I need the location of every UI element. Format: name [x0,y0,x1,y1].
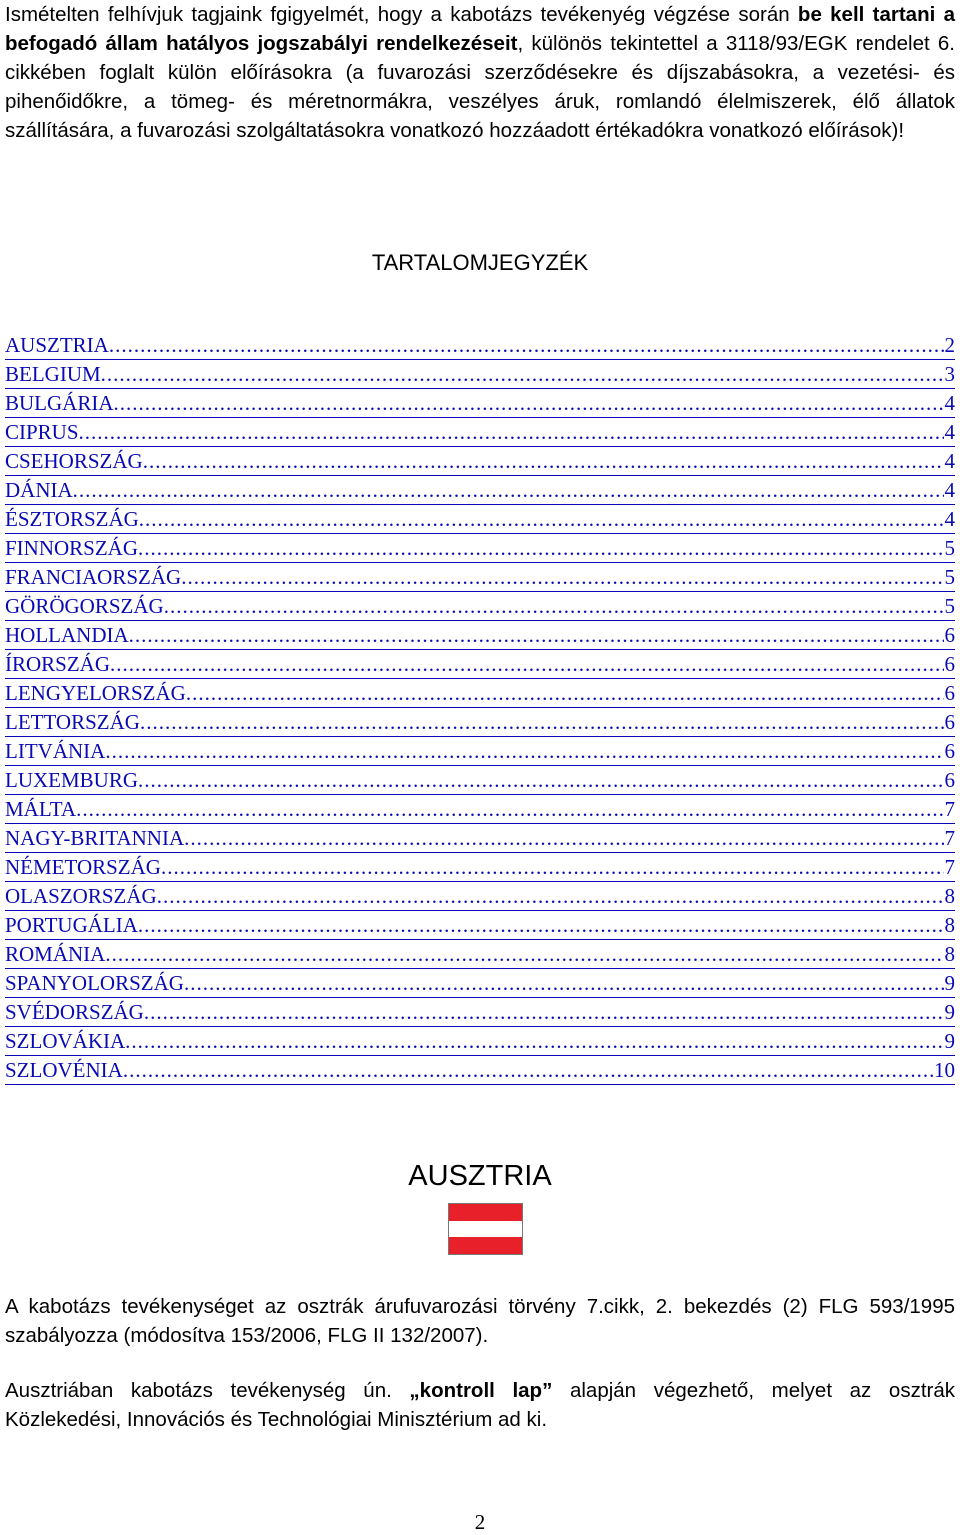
toc-link[interactable] [5,940,955,969]
toc-entry-name: SVÉDORSZÁG [5,1000,144,1024]
toc-link[interactable] [5,563,955,592]
toc-entry-page: 4 [944,507,955,531]
toc-entry-name: PORTUGÁLIA [5,913,138,937]
flag-stripe-middle [449,1221,522,1238]
toc-entry-page: 8 [944,913,955,937]
toc-entry-name: ÍRORSZÁG [5,652,111,676]
toc-entry-name: BELGIUM [5,362,101,386]
toc-link[interactable] [5,766,955,795]
toc-leader-dots [184,969,944,998]
toc-entry-page: 10 [934,1058,955,1082]
toc-leader-dots [161,853,944,882]
toc-link[interactable] [5,650,955,679]
section-title-ausztria: AUSZTRIA [408,1160,552,1192]
toc-leader-dots [123,1056,933,1085]
toc-entry-name: ROMÁNIA [5,942,106,966]
toc-entry [5,940,955,969]
toc-link[interactable] [5,679,955,708]
para2-text-part1: Ausztriában kabotázs tevékenység ún. [5,1379,410,1402]
toc-entry-page: 7 [944,797,955,821]
toc-entry-name: LUXEMBURG [5,768,139,792]
toc-entry [5,853,955,882]
toc-leader-dots [186,679,944,708]
toc-leader-dots [181,563,943,592]
toc-entry-page: 4 [944,449,955,473]
toc-entry-page: 4 [944,391,955,415]
toc-entry-page: 7 [944,826,955,850]
toc-entry-page: 7 [944,855,955,879]
toc-entry [5,476,955,505]
toc-leader-dots [138,766,943,795]
toc-entry-name: LENGYELORSZÁG [5,681,186,705]
toc-leader-dots [101,360,944,389]
intro-text-part1: Ismételten felhívjuk tagjaink fgigyelmét, hogy a kabotázs tevékenyég végzése során [5,3,798,26]
toc-leader-dots [138,911,944,940]
toc-link[interactable] [5,737,955,766]
toc-entry [5,1027,955,1056]
toc-entry-page: 9 [944,971,955,995]
toc-entry-name: LITVÁNIA [5,739,106,763]
toc-entry-page: 8 [944,942,955,966]
toc-link[interactable] [5,505,955,534]
toc-leader-dots [105,940,943,969]
toc-link[interactable] [5,592,955,621]
document-page [5,0,955,1534]
section-paragraph-1: A kabotázs tevékenységet az osztrák árufuvarozási törvény 7.cikk, 2. bekezdés (2) FLG 593/1995 szabályozza (módosítva 153/2006, FLG II 132/2007). [5,1295,955,1347]
para2-text-part2: alapján végezhető, melyet az osztrák Közlekedési, Innovációs és Technológiai Minisztérium ad ki. [5,1379,955,1431]
toc-entry-name: MÁLTA [5,797,77,821]
toc-leader-dots [110,650,943,679]
toc-entry [5,766,955,795]
toc-entry-name: DÁNIA [5,478,73,502]
toc-leader-dots [114,389,944,418]
toc-entry [5,998,955,1027]
toc-link[interactable] [5,853,955,882]
toc-entry-name: NÉMETORSZÁG [5,855,161,879]
toc-entry [5,795,955,824]
toc-entry [5,882,955,911]
toc-entry-page: 6 [944,710,955,734]
toc-entry-page: 6 [944,623,955,647]
toc-entry-name: SPANYOLORSZÁG [5,971,184,995]
toc-entry [5,1056,955,1085]
toc-leader-dots [157,882,944,911]
flag-stripe-bottom [449,1237,522,1254]
para2-bold-text: „kontroll lap” [409,1379,553,1402]
toc-link[interactable] [5,1056,955,1085]
toc-entry-page: 9 [944,1000,955,1024]
toc-link[interactable] [5,998,955,1027]
toc-leader-dots [105,737,943,766]
toc-entry-page: 2 [944,333,955,357]
toc-entry [5,331,955,360]
page-number: 2 [474,1510,486,1534]
toc-leader-dots [138,534,943,563]
toc-link[interactable] [5,911,955,940]
section-paragraph-2 [5,1376,955,1434]
toc-link[interactable] [5,1027,955,1056]
toc-leader-dots [143,447,944,476]
toc-entry-name: FRANCIAORSZÁG [5,565,182,589]
toc-entry-page: 4 [944,420,955,444]
toc-entry-page: 5 [944,594,955,618]
toc-entry-page: 4 [944,478,955,502]
toc-leader-dots [125,1027,943,1056]
flag-stripe-top [449,1204,522,1221]
toc-leader-dots [139,505,944,534]
toc-entry [5,505,955,534]
toc-entry-name: CIPRUS [5,420,79,444]
toc-leader-dots [184,824,943,853]
toc-entry-name: NAGY-BRITANNIA [5,826,185,850]
toc-leader-dots [129,621,944,650]
toc-leader-dots [79,418,944,447]
toc-link[interactable] [5,360,955,389]
toc-leader-dots [164,592,944,621]
toc-entry-page: 6 [944,739,955,763]
toc-entry [5,563,955,592]
toc-entry [5,969,955,998]
toc-entry-page: 5 [944,536,955,560]
toc-link[interactable] [5,418,955,447]
toc-entry-page: 8 [944,884,955,908]
austria-flag-icon [448,1203,523,1255]
toc-leader-dots [144,998,944,1027]
toc-entry-name: OLASZORSZÁG [5,884,157,908]
toc-link[interactable] [5,534,955,563]
toc-entry-name: FINNORSZÁG [5,536,139,560]
toc-entry-name: LETTORSZÁG [5,710,140,734]
toc-link[interactable] [5,389,955,418]
toc-entry [5,418,955,447]
toc-entry-name: BULGÁRIA [5,391,114,415]
toc-entry [5,621,955,650]
toc-entry-page: 6 [944,681,955,705]
toc-entry-page: 6 [944,652,955,676]
toc-entry [5,679,955,708]
toc-entry-page: 5 [944,565,955,589]
intro-bold-text: be kell tartani a befogadó állam hatályos jogszabályi rendelkezéseit [5,3,955,55]
intro-text-part2: , különös tekintettel a 3118/93/EGK rendelet 6. cikkében foglalt külön előírásokra (a fuvarozási szerződésekre és díjszabásokra, a vezetési- és pihenőidőkre, a tömeg- és méretnormákra, veszélyes áruk, romlandó élelmiszerek, élő állatok szállítására, a fuvarozási szolgáltatásokra vonatkozó hozzáadott értékadókra vonatkozó előírások)! [5,32,955,142]
toc-leader-dots [109,331,944,360]
toc-entry-name: HOLLANDIA [5,623,129,647]
toc-link[interactable] [5,331,955,360]
toc-entry-name: CSEHORSZÁG [5,449,143,473]
toc-link[interactable] [5,476,955,505]
toc-link[interactable] [5,882,955,911]
toc-entry [5,737,955,766]
toc-entry-page: 9 [944,1029,955,1053]
toc-link[interactable] [5,621,955,650]
toc-entry [5,360,955,389]
toc-leader-dots [76,795,943,824]
toc-title: TARTALOMJEGYZÉK [371,250,589,275]
toc-entry-name: SZLOVÉNIA [5,1058,123,1082]
toc-entry-page: 6 [944,768,955,792]
toc-entry-name: AUSZTRIA [5,333,109,357]
toc-entry-page: 3 [944,362,955,386]
toc-link[interactable] [5,708,955,737]
toc-leader-dots [140,708,944,737]
toc-entry [5,911,955,940]
toc-link[interactable] [5,795,955,824]
toc-entry [5,824,955,853]
toc-entry [5,447,955,476]
toc-entry [5,592,955,621]
toc-link[interactable] [5,447,955,476]
table-of-contents [5,331,955,1085]
toc-entry [5,650,955,679]
toc-entry [5,534,955,563]
toc-entry-name: SZLOVÁKIA [5,1029,126,1053]
toc-entry-name: GÖRÖGORSZÁG [5,594,164,618]
toc-entry [5,708,955,737]
toc-entry-name: ÉSZTORSZÁG [5,507,139,531]
toc-link[interactable] [5,969,955,998]
toc-entry [5,389,955,418]
intro-paragraph [5,0,955,145]
toc-link[interactable] [5,824,955,853]
toc-leader-dots [73,476,944,505]
